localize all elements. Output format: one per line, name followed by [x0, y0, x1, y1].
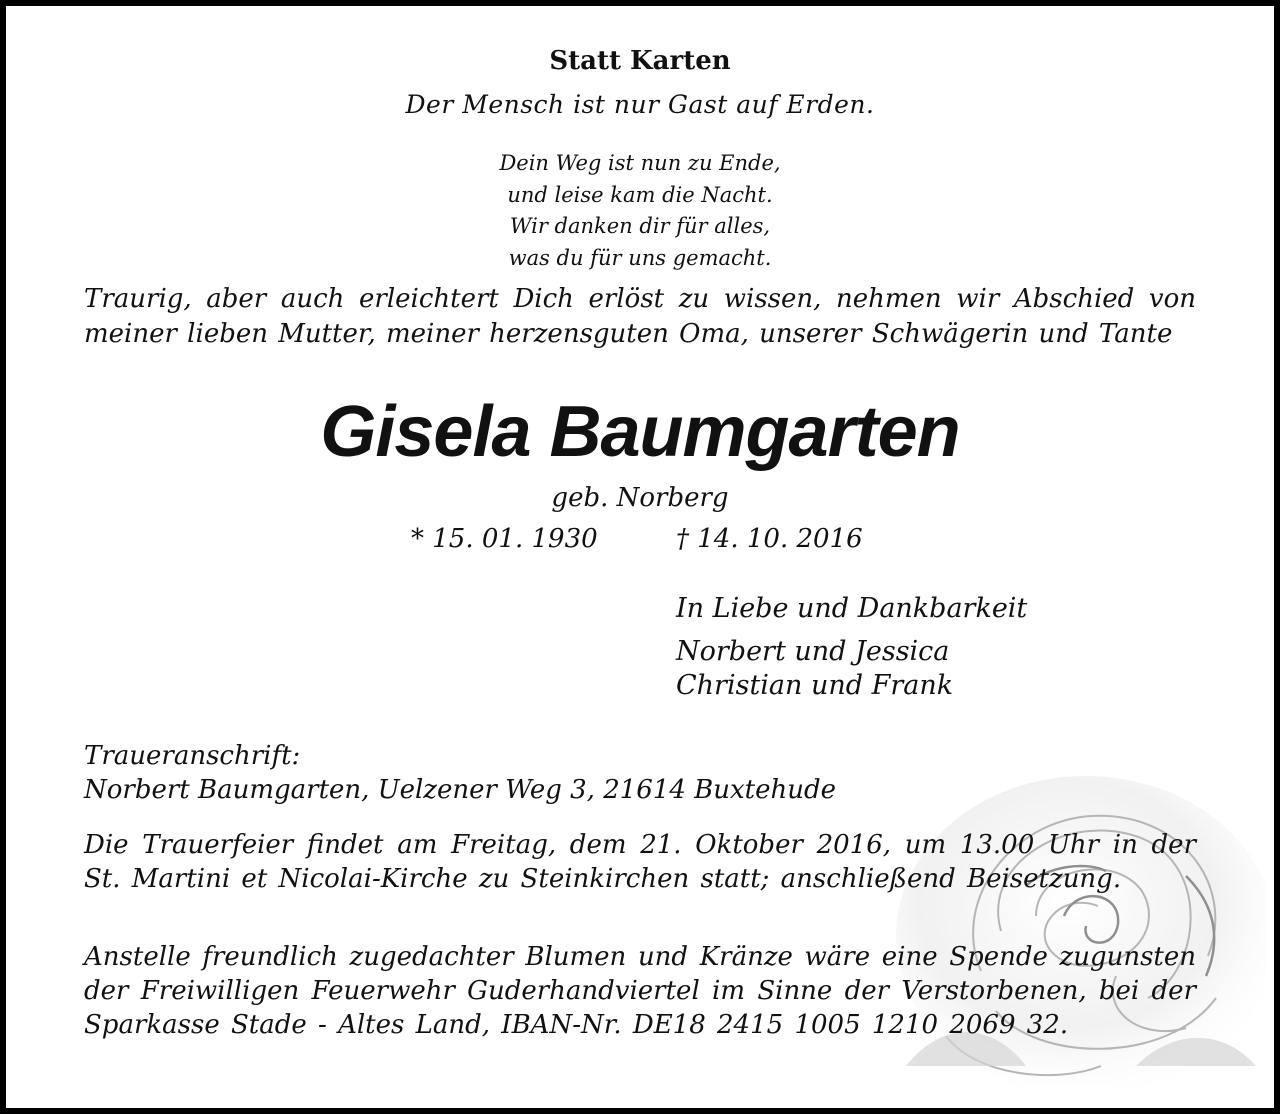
poem-line: Wir danken dir für alles,: [509, 214, 771, 238]
motto: Der Mensch ist nur Gast auf Erden.: [405, 90, 875, 119]
signer-names: Christian und Frank: [676, 670, 954, 701]
signature-block: [676, 593, 1027, 703]
poem: [6, 148, 1274, 274]
address-label: Traueranschrift:: [84, 741, 301, 771]
poem-line: und leise kam die Nacht.: [507, 182, 773, 207]
service-info: Die Trauerfeier findet am Freitag, dem 21. Oktober 2016, um 13.00 Uhr in der St. Martini et Nicolai-Kirche zu Steinkirchen statt; anschließend Beisetzung.: [84, 830, 1196, 894]
mourning-address: [84, 739, 1196, 807]
address-line: Norbert Baumgarten, Uelzener Weg 3, 21614 Buxtehude: [84, 775, 837, 805]
deceased-name: Gisela Baumgarten: [320, 392, 960, 472]
signer-names: Norbert und Jessica: [676, 636, 950, 667]
birth-date: * 15. 01. 1930: [411, 524, 598, 554]
intro-text: Traurig, aber auch erleichtert Dich erlöst zu wissen, nehmen wir Abschied von meiner lieben Mutter, meiner herzensguten Oma, unserer Schwägerin und Tante: [84, 284, 1196, 349]
death-date: † 14. 10. 2016: [676, 524, 863, 554]
maiden-name: geb. Norberg: [551, 483, 729, 513]
header-statt-karten: Statt Karten: [549, 46, 731, 76]
poem-line: was du für uns gemacht.: [508, 245, 772, 270]
signature-phrase: In Liebe und Dankbarkeit: [676, 593, 1028, 624]
donation-info: Anstelle freundlich zugedachter Blumen und Kränze wäre eine Spende zugunsten der Freiwilligen Feuerwehr Guderhandviertel im Sinne der Verstorbenen, bei der Sparkasse Stade - Altes Land, IBAN-Nr. DE18 2415 1005 1210 2069 32.: [84, 942, 1196, 1040]
poem-line: Dein Weg ist nun zu Ende,: [499, 151, 781, 175]
